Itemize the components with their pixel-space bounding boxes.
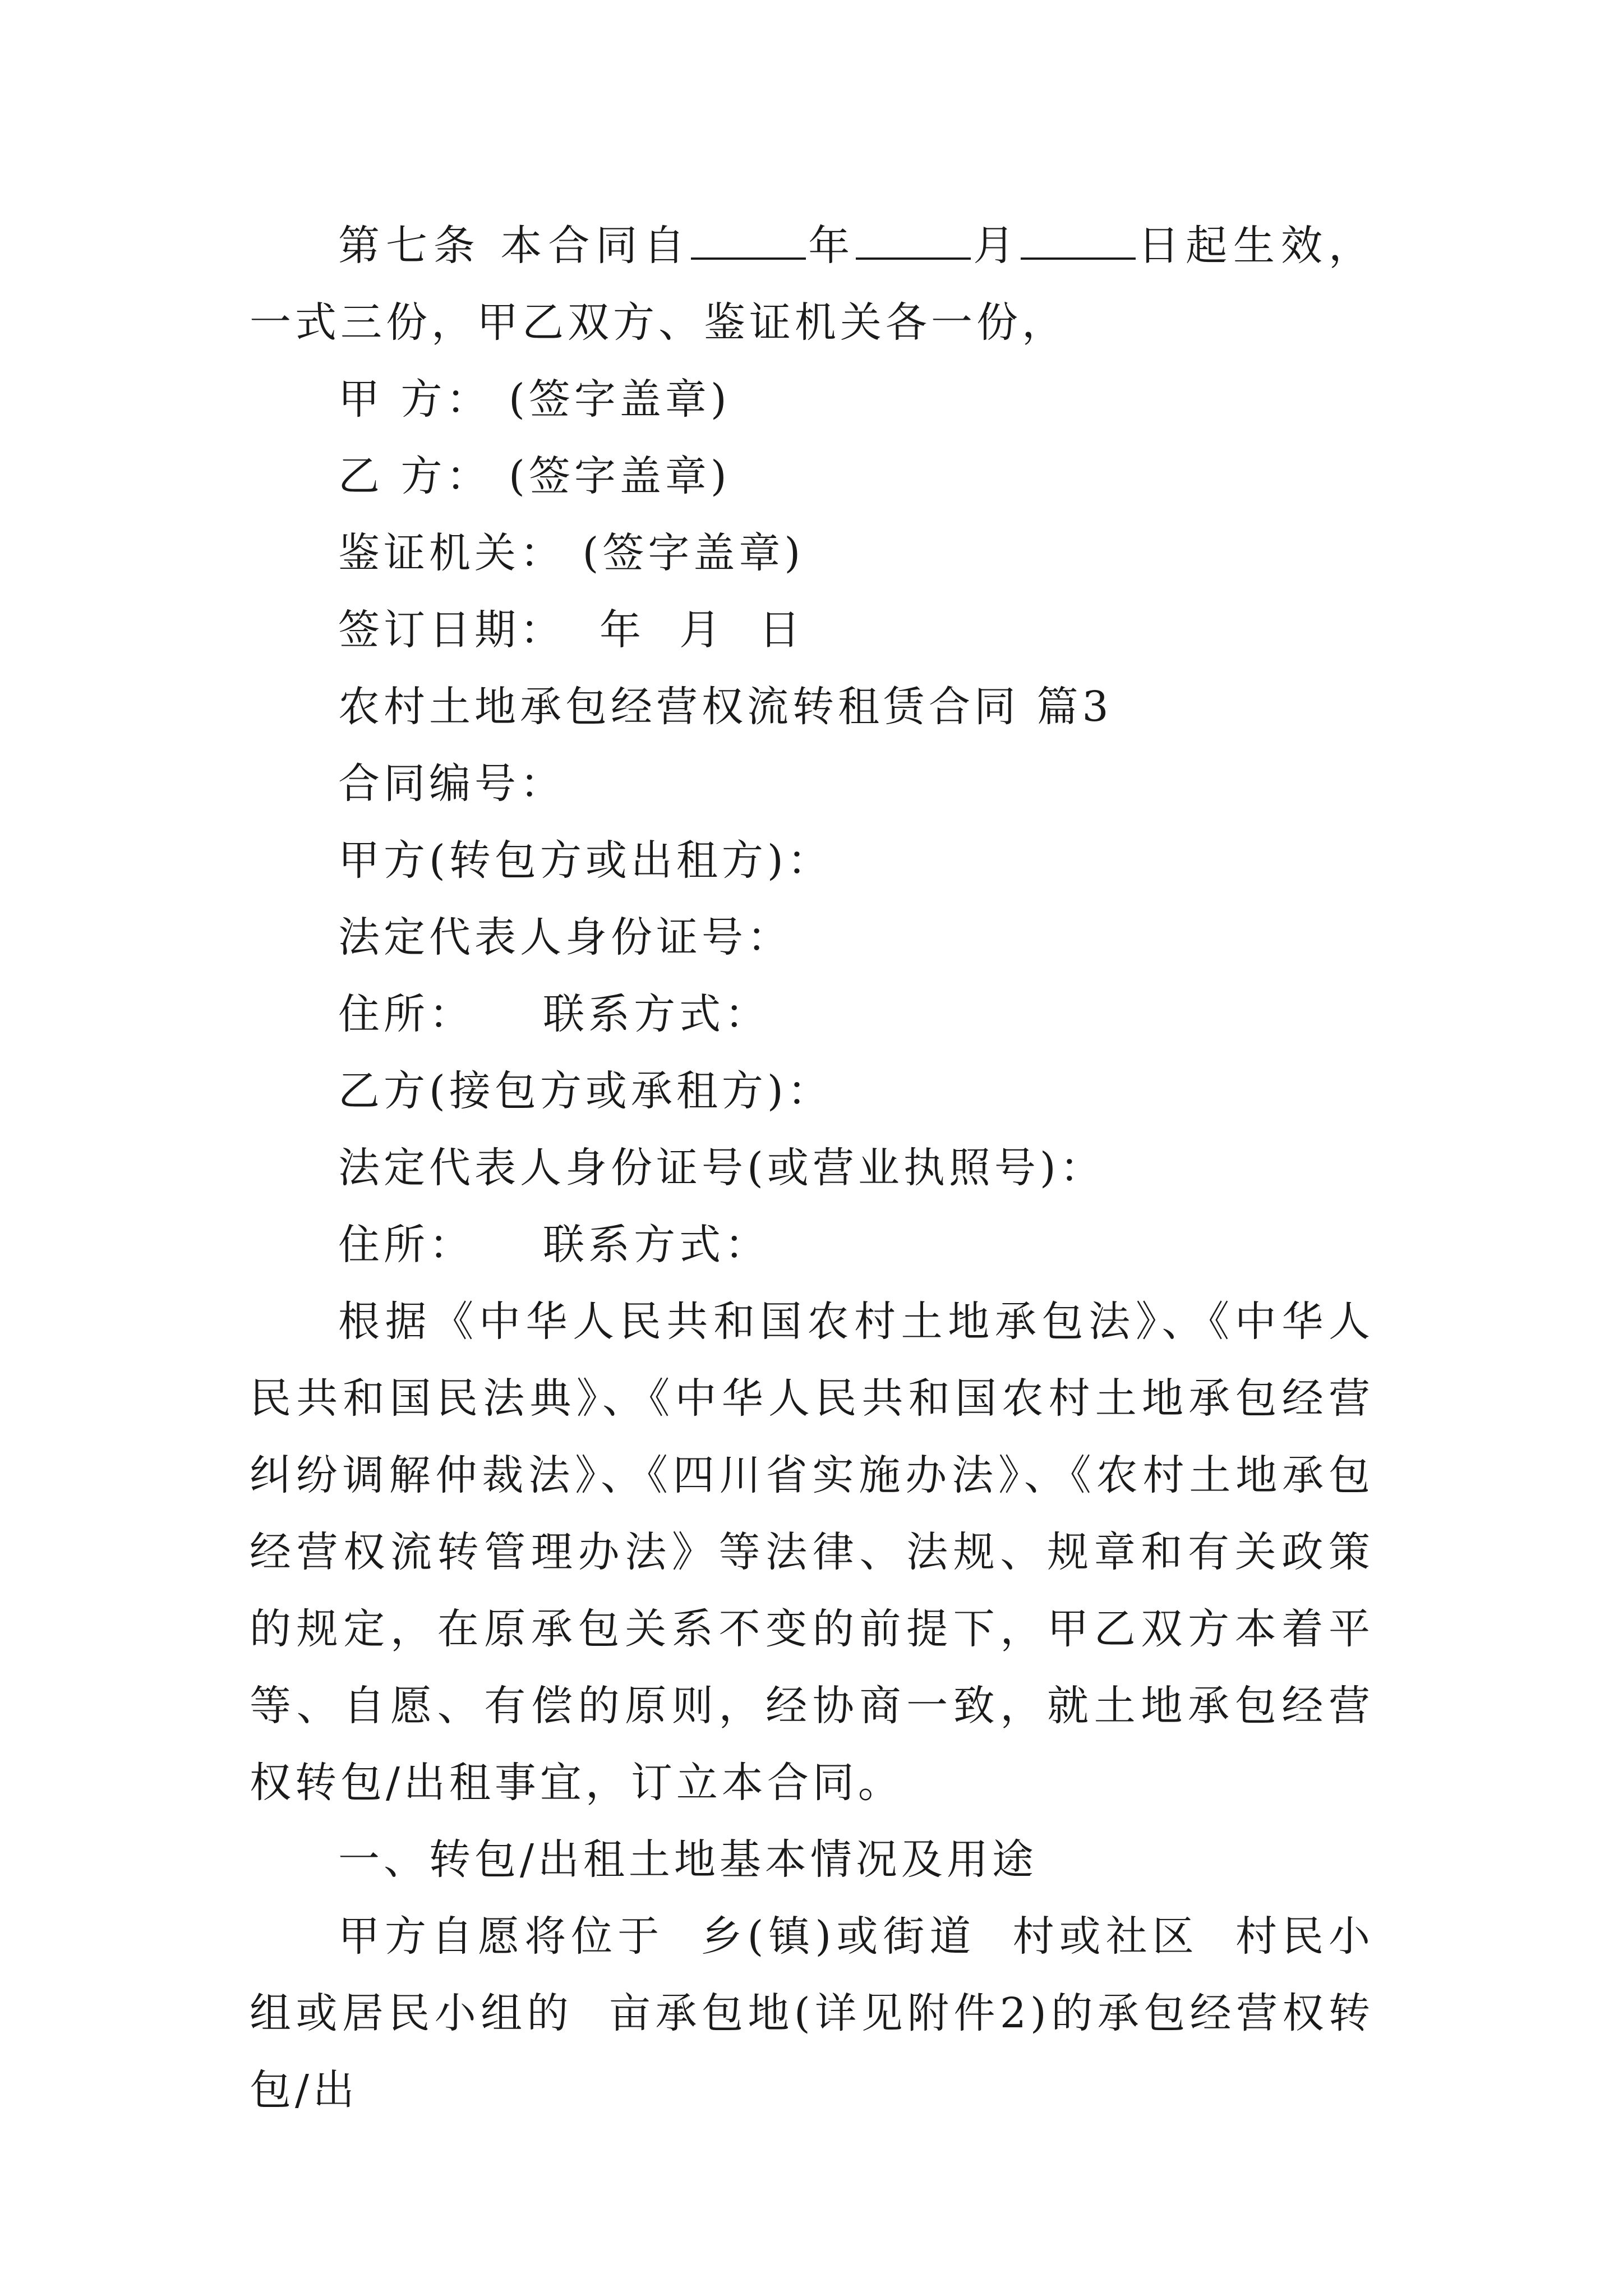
party-a-address-line: 住所： 联系方式：	[338, 990, 771, 1038]
article-7-text-d: 日起生效，一式三份，甲乙双方、鉴证机关各一份，	[250, 222, 1374, 347]
party-a-id-line: 法定代表人身份证号：	[338, 913, 792, 961]
party-a-signature-line: 甲 方： (签字盖章)	[338, 375, 731, 424]
article-7-paragraph	[250, 208, 1374, 361]
signing-date-line: 签订日期： 年 月 日	[338, 606, 805, 654]
month-blank	[856, 224, 971, 260]
article-7-text-c: 月	[971, 222, 1021, 270]
section-1-heading: 一、转包/出租土地基本情况及用途	[338, 1835, 1038, 1884]
party-a-line: 甲方(转包方或出租方)：	[338, 836, 833, 885]
year-blank	[691, 224, 806, 260]
legal-basis-paragraph: 根据《中华人民共和国农村土地承包法》、《中华人民共和国民法典》、《中华人民共和国农村土地承包经营纠纷调解仲裁法》、《四川省实施办法》、《农村土地承包经营权流转管理办法》等法律、法规、规章和有关政策的规定，在原承包关系不变的前提下，甲乙双方本着平等、自愿、有偿的原则，经协商一致，就土地承包经营权转包/出租事宜，订立本合同。	[250, 1297, 1374, 1807]
contract-number-line: 合同编号：	[338, 760, 565, 808]
article-7-text-a: 第七条 本合同自	[338, 222, 691, 270]
land-description-paragraph: 甲方自愿将位于 乡(镇)或街道 村或社区 村民小组或居民小组的 亩承包地(详见附件2)的承包经营权转包/出	[250, 1912, 1374, 2114]
authenticator-signature-line: 鉴证机关： (签字盖章)	[338, 529, 805, 577]
contract-3-title: 农村土地承包经营权流转租赁合同 篇3	[338, 683, 1113, 731]
article-7-text-b: 年	[806, 222, 856, 270]
document-body	[250, 208, 1374, 2129]
party-b-line: 乙方(接包方或承租方)：	[338, 1067, 833, 1115]
party-b-id-line: 法定代表人身份证号(或营业执照号)：	[338, 1144, 1105, 1192]
day-blank	[1021, 224, 1136, 260]
party-b-signature-line: 乙 方： (签字盖章)	[338, 452, 731, 500]
party-b-address-line: 住所： 联系方式：	[338, 1221, 771, 1269]
